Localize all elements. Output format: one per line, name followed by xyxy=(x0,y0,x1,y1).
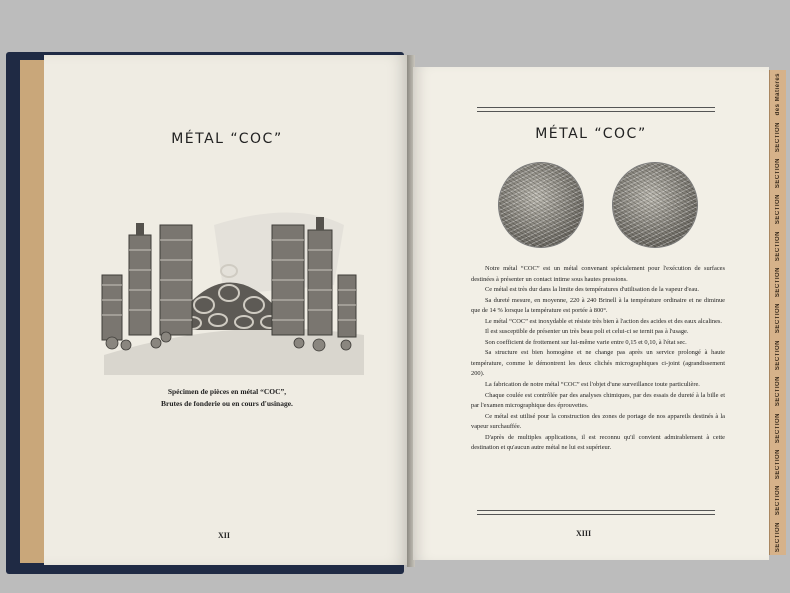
section-tabs xyxy=(769,70,786,555)
tab-section[interactable]: SECTION xyxy=(775,339,781,370)
micrographs xyxy=(499,163,699,251)
tab-section[interactable]: SECTION xyxy=(775,412,781,443)
tab-section[interactable]: SECTION xyxy=(775,194,781,225)
micrograph-right xyxy=(613,163,697,247)
photo-caption xyxy=(44,386,410,410)
paragraph: Chaque coulée est contrôlée par des analyses chimiques, par des essais de dureté à la bille et par l'examen micrographique des éprouvettes. xyxy=(471,391,725,410)
tab-section[interactable]: SECTION xyxy=(775,230,781,261)
tab-section[interactable]: SECTION xyxy=(775,485,781,516)
right-page-number: XIII xyxy=(576,529,592,538)
caption-line-1: Spécimen de pièces en métal “COC”, xyxy=(167,387,287,396)
paragraph: D'après de multiples applications, il est reconnu qu'il convient admirablement à cette destination et qu'aucun autre métal ne lui est supérieur. xyxy=(471,433,725,452)
paragraph: Sa structure est bien homogène et ne change pas après un service prolongé à haute température, comme le démontrent les deux clichés micrographiques ci-joint (agrandissement 200). xyxy=(471,349,725,378)
tab-section[interactable]: SECTION xyxy=(775,267,781,298)
tab-des-matieres[interactable]: des Matières xyxy=(775,73,781,116)
tab-section[interactable]: SECTION xyxy=(775,303,781,334)
top-rule xyxy=(477,107,715,112)
tab-section[interactable]: SECTION xyxy=(775,521,781,552)
micrograph-left xyxy=(499,163,583,247)
parts-photograph xyxy=(94,205,374,375)
paragraph: Le métal “COC” est inoxydable et résiste très bien à l'action des acides et des eaux alcalines. xyxy=(485,317,722,325)
bottom-rule xyxy=(477,510,715,515)
paragraph: Sa dureté mesure, en moyenne, 220 à 240 Brinell à la température ordinaire et ne diminue que de 14 % lorsque la température est portée à 800°. xyxy=(471,296,725,315)
paragraph: Ce métal est utilisé pour la construction des zones de portage de nos appareils destinés à la vapeur surchauffée. xyxy=(471,412,725,431)
caption-line-2: Brutes de fonderie ou en cours d'usinage. xyxy=(161,399,293,408)
left-page xyxy=(44,55,410,565)
tab-section[interactable]: SECTION xyxy=(775,376,781,407)
right-page xyxy=(413,67,769,560)
paragraph: Il est susceptible de présenter un très beau poli et celui-ci se ternit pas à l'usage. xyxy=(485,328,689,336)
left-page-title: MÉTAL “COC” xyxy=(171,131,283,147)
paragraph: Notre métal “COC” est un métal convenant spécialement pour l'exécution de surfaces destinées à présenter un contact intime sous hautes pressions. xyxy=(471,265,725,283)
tab-section[interactable]: SECTION xyxy=(775,448,781,480)
paragraph: Ce métal est très dur dans la limite des températures d'utilisation de la vapeur d'eau. xyxy=(485,286,700,294)
right-page-title: MÉTAL “COC” xyxy=(535,126,647,142)
tab-section[interactable]: SECTION xyxy=(775,121,781,152)
paragraph: Son coefficient de frottement sur lui-même varie entre 0,15 et 0,10, à l'état sec. xyxy=(485,338,687,346)
tab-section[interactable]: SECTION xyxy=(775,158,781,189)
paragraph: La fabrication de notre métal “COC” est l'objet d'une surveillance toute particulière. xyxy=(485,381,700,389)
body-text xyxy=(471,264,725,454)
left-page-number: XII xyxy=(218,531,231,540)
